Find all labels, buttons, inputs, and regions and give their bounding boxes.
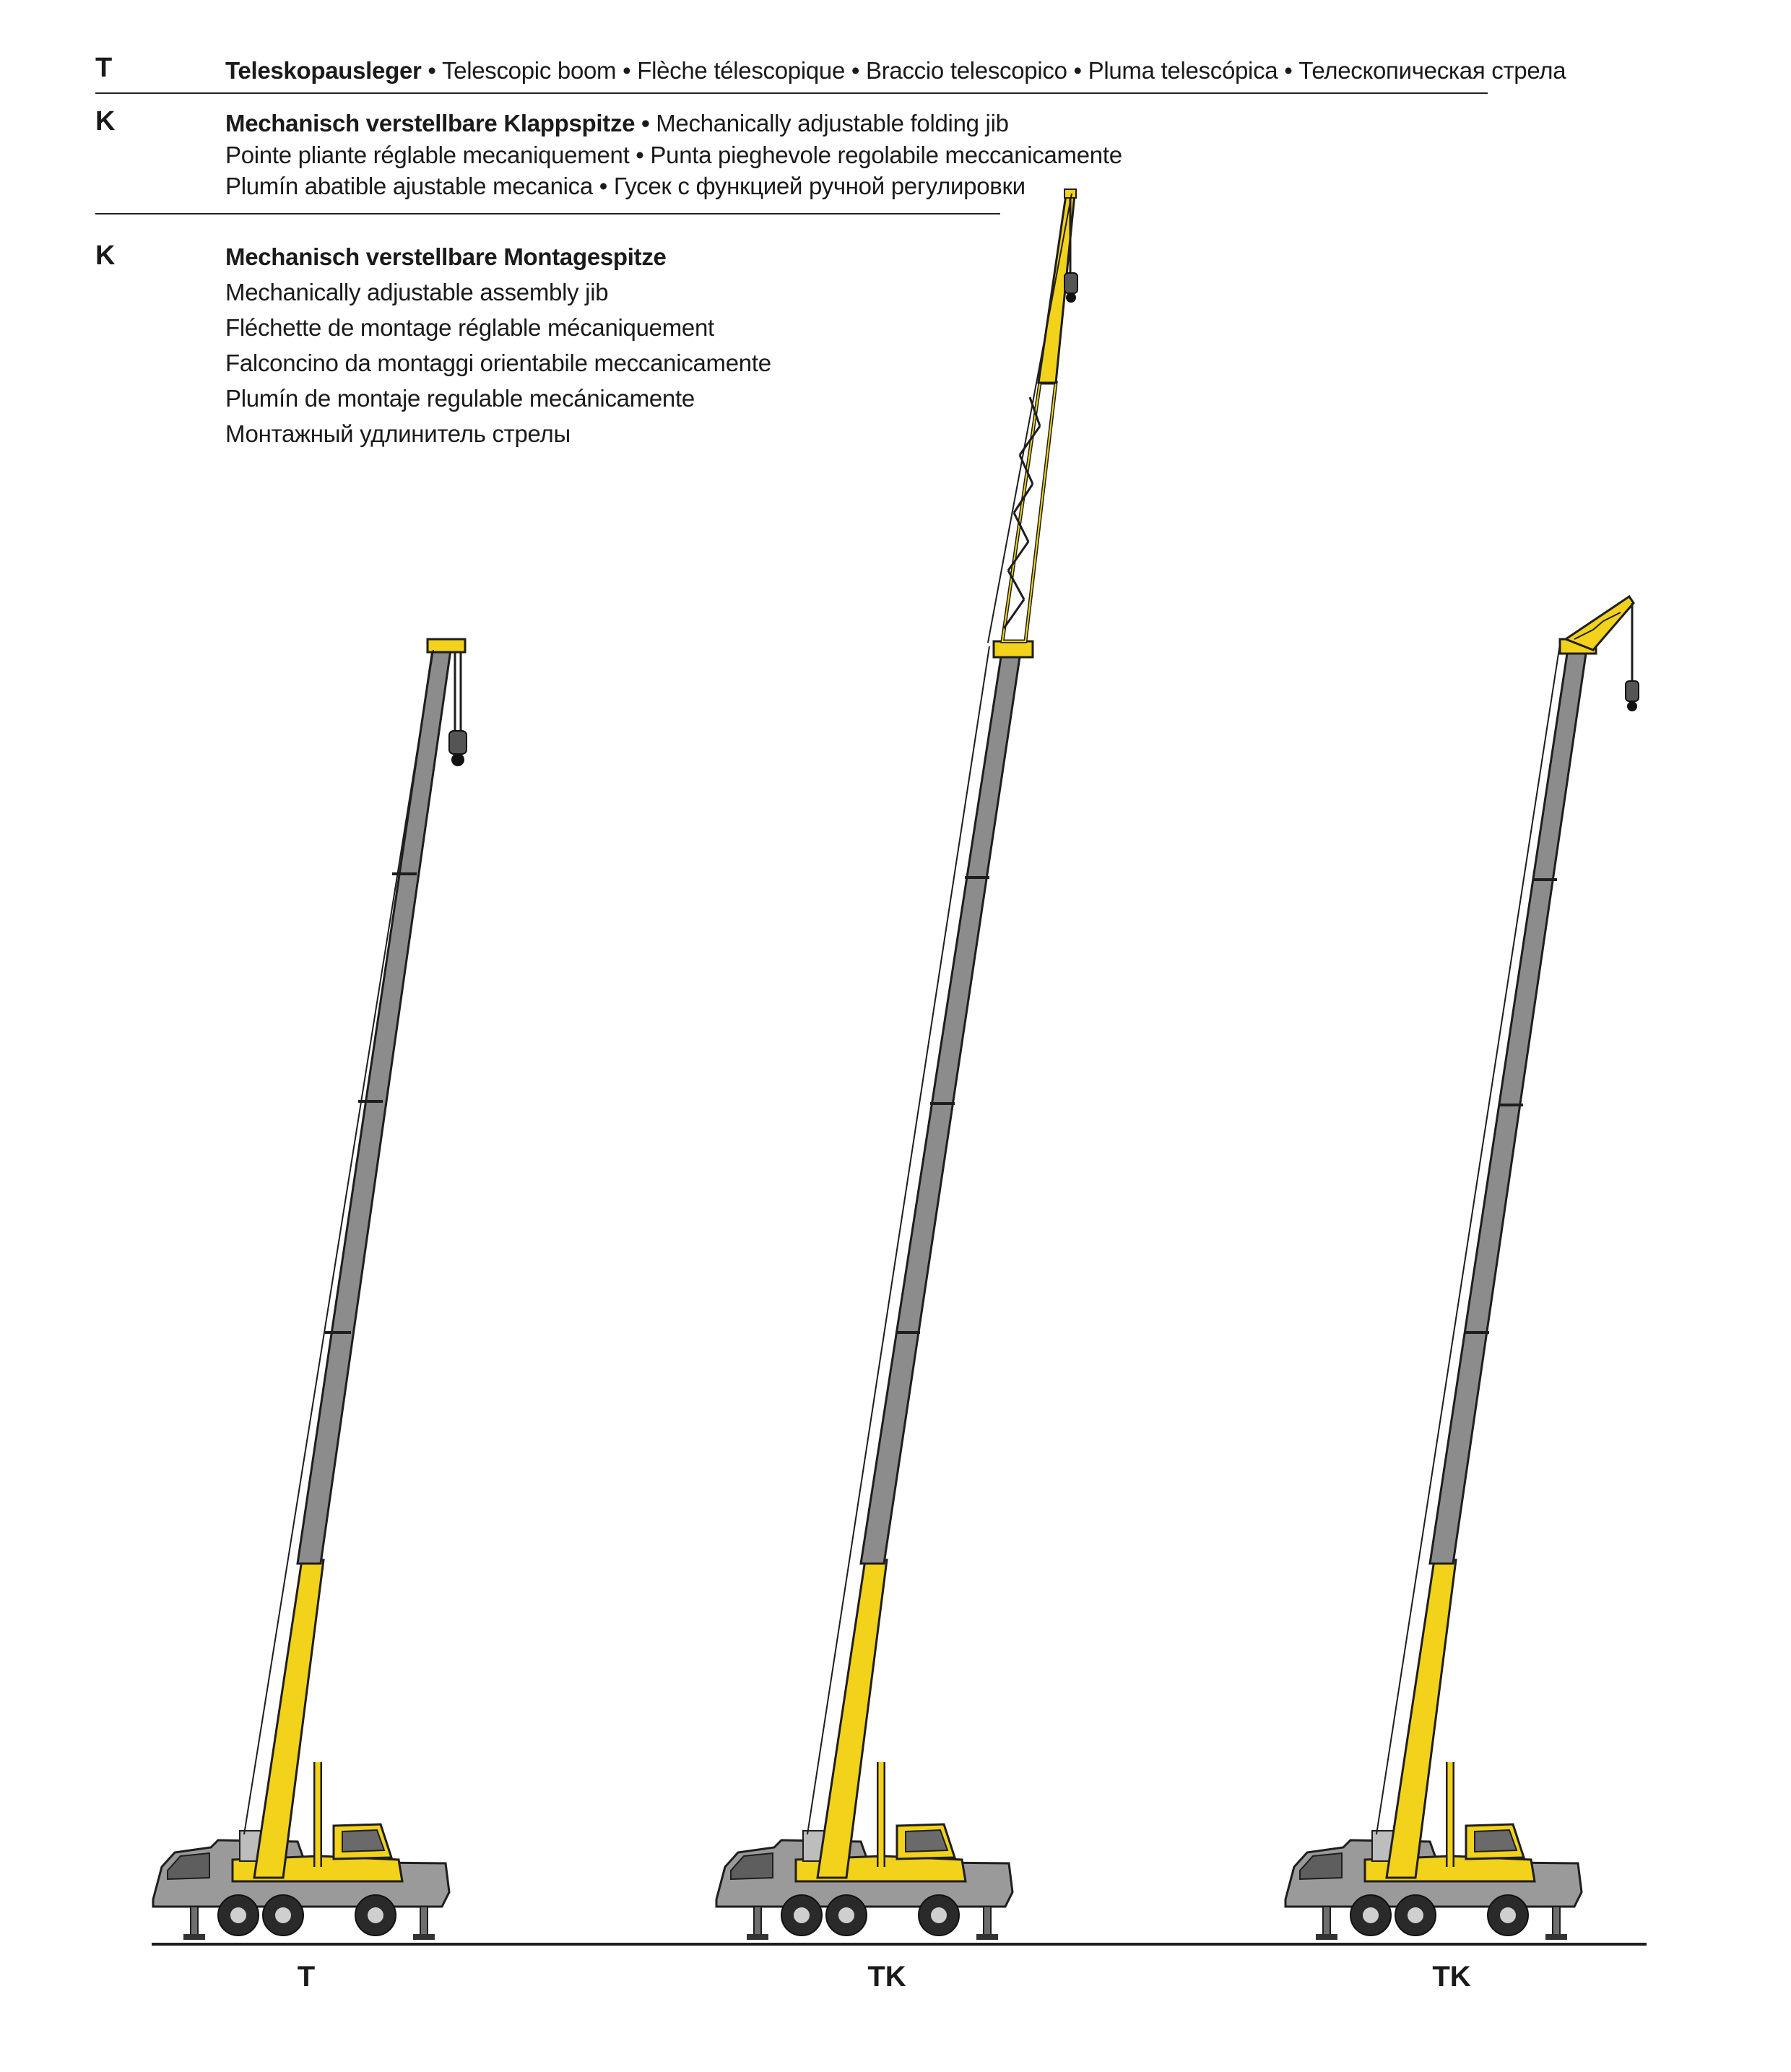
boom-telescopic-section bbox=[298, 645, 451, 1564]
hook-icon bbox=[1066, 292, 1076, 303]
hook-icon bbox=[451, 753, 464, 766]
crane-with-folding-jib bbox=[1285, 597, 1639, 1940]
legend-code: K bbox=[95, 240, 116, 271]
legend-line: Plumín de montaje regulable mecánicamente bbox=[225, 385, 695, 412]
hook-block bbox=[449, 731, 467, 754]
legend-code: T bbox=[95, 53, 113, 83]
legend-line: Falconcino da montaggi orientabile meccanicamente bbox=[225, 350, 771, 376]
legend-line-text: Mechanically adjustable folding jib bbox=[649, 110, 1009, 136]
caption-crane-1: T bbox=[297, 1961, 316, 1993]
caption-crane-3: TK bbox=[1432, 1961, 1471, 1993]
caption-crane-2: TK bbox=[867, 1961, 906, 1993]
hook-block bbox=[1064, 273, 1077, 293]
hook-icon bbox=[1627, 701, 1637, 711]
boom-base-section bbox=[1387, 1560, 1456, 1878]
boom-base-section bbox=[254, 1560, 324, 1878]
boom-base-section bbox=[818, 1560, 887, 1878]
legend-line-bold: Mechanisch verstellbare Klappspitze • bbox=[225, 110, 650, 136]
boom-telescopic-section bbox=[861, 657, 1020, 1564]
hook-block bbox=[1626, 681, 1639, 701]
legend-line: Монтажный удлинитель стрелы bbox=[225, 420, 571, 447]
legend-line: Mechanically adjustable assembly jib bbox=[225, 279, 609, 305]
crane-with-lattice-jib bbox=[716, 189, 1077, 1940]
legend-line: Fléchette de montage réglable mécaniquement bbox=[225, 314, 714, 341]
legend-line-text: Plumín abatible ajustable mecanica • Гусек с функцией ручной регулировки bbox=[225, 173, 1025, 199]
legend-line-bold: Mechanisch verstellbare Montagespitze bbox=[225, 243, 667, 270]
crane-telescopic bbox=[153, 639, 467, 1940]
legend-code: K bbox=[95, 106, 116, 136]
boom-telescopic-section bbox=[1430, 654, 1586, 1564]
legend-line-text: Pointe pliante réglable mecaniquement • Punta pieghevole regolabile meccanicamente bbox=[225, 142, 1122, 168]
legend-line-text: • Telescopic boom • Flèche télescopique • Braccio telescopico • Pluma telescópica • Телескопическая стрела bbox=[421, 57, 1566, 84]
legend-line-bold: Teleskopausleger bbox=[225, 57, 422, 84]
